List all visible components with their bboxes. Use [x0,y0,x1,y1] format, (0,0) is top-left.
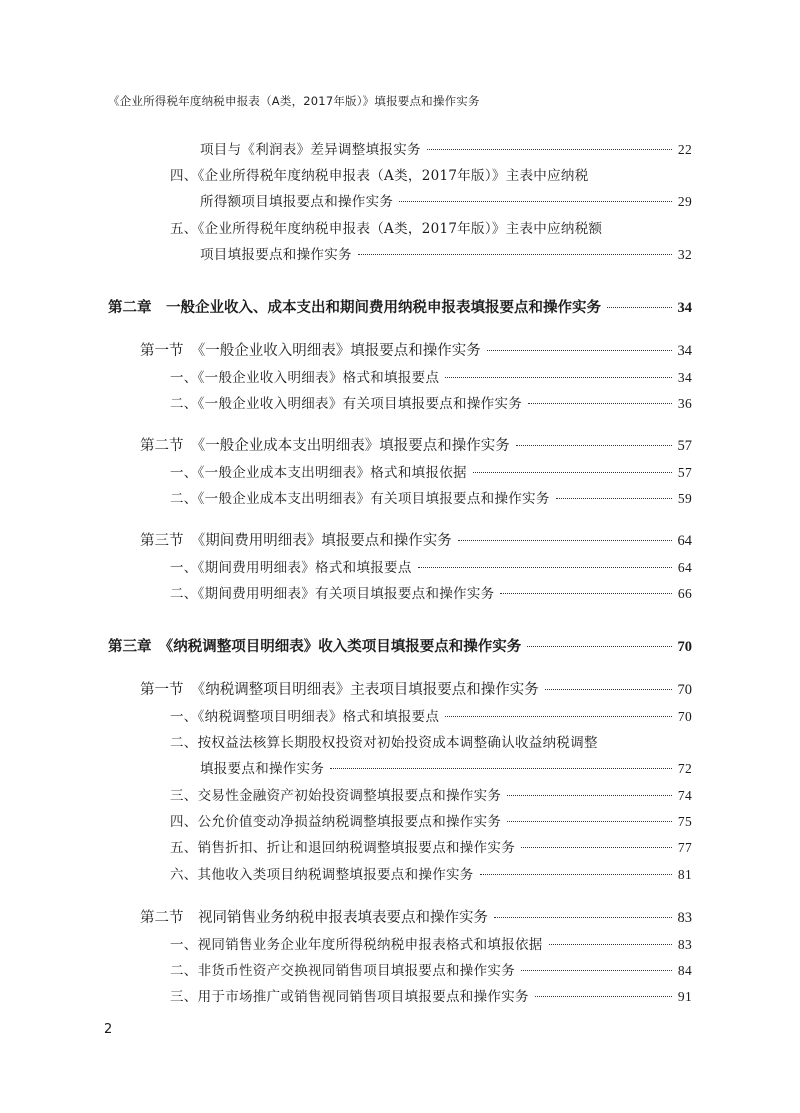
toc-section-title: 第二节 视同销售业务纳税申报表填表要点和操作实务 [140,910,488,926]
dot-leader [480,873,672,875]
toc-page-number: 72 [677,761,692,776]
toc-chapter-entry[interactable] [108,635,692,656]
toc-section-title: 第二节 《一般企业成本支出明细表》填报要点和操作实务 [140,438,510,454]
toc-page-number: 29 [677,194,692,209]
toc-section-entry[interactable] [140,434,692,455]
toc-section-entry[interactable] [140,906,692,927]
dot-leader [507,820,672,822]
dot-leader [445,376,672,378]
toc-entry[interactable] [170,705,692,725]
toc-entry[interactable] [170,933,692,953]
dot-leader [527,645,671,647]
toc-chapter-entry[interactable] [108,296,692,317]
toc-entry-title[interactable]: 五、《企业所得税年度纳税申报表（A类，2017年版）》主表中应纳税额 [170,221,603,237]
dot-leader [494,916,672,918]
toc-entry[interactable] [200,757,692,777]
toc-page-number: 75 [677,814,692,829]
dot-leader [487,349,672,351]
toc-entry-title[interactable]: 二、按权益法核算长期股权投资对初始投资成本调整确认收益纳税调整 [170,735,598,751]
toc-page-number: 36 [677,396,692,411]
toc-entry[interactable] [170,392,692,412]
toc-entry[interactable] [200,190,692,210]
toc-page-number: 91 [677,989,692,1004]
toc-section-title: 第三节 《期间费用明细表》填报要点和操作实务 [140,533,452,549]
running-header: 《企业所得税年度纳税申报表（A类，2017年版）》填报要点和操作实务 [108,94,480,108]
toc-entry-title: 一、《纳税调整项目明细表》格式和填报要点 [170,709,440,725]
toc-entry[interactable] [170,959,692,979]
dot-leader [445,715,672,717]
toc-section-title: 第一节 《一般企业收入明细表》填报要点和操作实务 [140,343,481,359]
toc-entry[interactable] [170,810,692,830]
toc-page-number: 57 [677,465,692,480]
toc-page-number: 59 [677,491,692,506]
page-number: 2 [104,1022,113,1037]
toc-entry[interactable] [170,487,692,507]
toc-page-number: 34 [677,343,692,359]
toc-entry-title: 填报要点和操作实务 [200,761,325,777]
toc-page-number: 34 [677,370,692,385]
toc-entry-title: 二、非货币性资产交换视同销售项目填报要点和操作实务 [170,963,515,979]
toc-entry-title: 六、其他收入类项目纳税调整填报要点和操作实务 [170,867,474,883]
toc-entry[interactable] [170,985,692,1005]
toc-entry[interactable] [170,461,692,481]
dot-leader [427,148,672,150]
toc-entry-title: 二、《期间费用明细表》有关项目填报要点和操作实务 [170,586,495,602]
dot-leader [500,592,671,594]
toc-entry[interactable] [170,556,692,576]
toc-chapter-title: 第三章 《纳税调整项目明细表》收入类项目填报要点和操作实务 [108,639,522,655]
toc-entry-title: 一、《一般企业成本支出明细表》格式和填报依据 [170,465,467,481]
toc-entry-title: 一、《一般企业收入明细表》格式和填报要点 [170,370,440,386]
toc-page-number: 84 [677,963,692,978]
toc-entry[interactable] [170,582,692,602]
toc-section-entry[interactable] [140,339,692,360]
dot-leader [458,539,672,541]
dot-leader [507,794,672,796]
toc-entry-title: 项目填报要点和操作实务 [200,247,352,263]
toc-page-number: 34 [677,300,692,316]
toc-page-number: 74 [677,788,692,803]
dot-leader [418,566,672,568]
toc-page-number: 77 [677,840,692,855]
dot-leader [549,943,672,945]
dot-leader [521,969,672,971]
toc-section-entry[interactable] [140,678,692,699]
toc-section-entry[interactable] [140,529,692,550]
dot-leader [399,200,672,202]
toc-page-number: 64 [677,560,692,575]
toc-page-number: 70 [677,709,692,724]
toc-page-number: 81 [677,867,692,882]
toc-entry-title[interactable]: 四、《企业所得税年度纳税申报表（A类，2017年版）》主表中应纳税 [170,168,589,184]
toc-entry-title: 五、销售折扣、折让和退回纳税调整填报要点和操作实务 [170,840,515,856]
dot-leader [607,306,672,308]
toc-chapter-title: 第二章 一般企业收入、成本支出和期间费用纳税申报表填报要点和操作实务 [108,300,601,316]
dot-leader [516,444,672,446]
toc-section-title: 第一节 《纳税调整项目明细表》主表项目填报要点和操作实务 [140,682,539,698]
toc-page-number: 57 [677,438,692,454]
toc-page-number: 64 [677,533,692,549]
toc-page-number: 70 [677,639,692,655]
toc-entry[interactable] [170,863,692,883]
toc-entry-title: 项目与《利润表》差异调整填报实务 [200,142,421,158]
toc-entry-title: 一、《期间费用明细表》格式和填报要点 [170,560,412,576]
toc-entry[interactable] [170,784,692,804]
toc-entry[interactable] [170,366,692,386]
dot-leader [521,846,672,848]
toc-entry-title: 二、《一般企业收入明细表》有关项目填报要点和操作实务 [170,396,523,412]
dot-leader [556,497,672,499]
toc-entry[interactable] [200,138,692,158]
dot-leader [330,767,672,769]
dot-leader [528,402,672,404]
toc-page-number: 83 [677,937,692,952]
toc-entry-title: 三、用于市场推广或销售视同销售项目填报要点和操作实务 [170,989,529,1005]
toc-page-number: 22 [677,142,692,157]
toc-entry-title: 四、公允价值变动净损益纳税调整填报要点和操作实务 [170,814,502,830]
dot-leader [535,995,672,997]
toc-page-number: 66 [677,586,692,601]
toc-page-number: 83 [677,910,692,926]
toc-page-number: 70 [677,682,692,698]
toc-entry[interactable] [200,243,692,263]
dot-leader [358,253,672,255]
dot-leader [545,688,672,690]
toc-entry[interactable] [170,836,692,856]
toc-page-number: 32 [677,247,692,262]
toc-entry-title: 三、交易性金融资产初始投资调整填报要点和操作实务 [170,788,502,804]
toc-entry-title: 二、《一般企业成本支出明细表》有关项目填报要点和操作实务 [170,491,550,507]
toc-entry-title: 所得额项目填报要点和操作实务 [200,194,394,210]
toc-entry-title: 一、视同销售业务企业年度所得税纳税申报表格式和填报依据 [170,937,543,953]
dot-leader [473,471,672,473]
